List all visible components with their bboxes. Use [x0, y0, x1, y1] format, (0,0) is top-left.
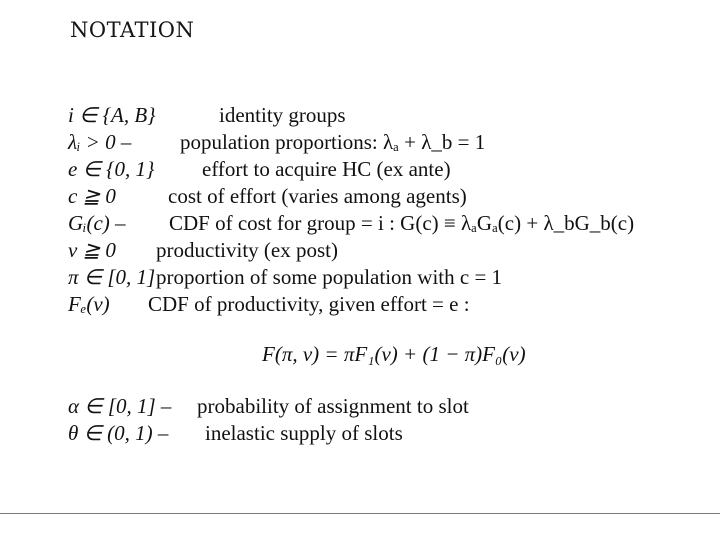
notation-symbol: λᵢ > 0 –: [68, 130, 132, 154]
notation-description: population proportions: λₐ + λ_b = 1: [180, 130, 486, 154]
notation-symbol: θ ∈ (0, 1) –: [68, 421, 169, 445]
notation-row: [68, 393, 708, 420]
slide-title: NOTATION: [70, 18, 195, 42]
notation-symbol: c ≧ 0: [68, 184, 116, 208]
notation-description: probability of assignment to slot: [197, 394, 469, 418]
notation-description: productivity (ex post): [156, 238, 338, 262]
notation-row: [68, 210, 708, 237]
notation-symbol: i ∈ {A, B}: [68, 103, 156, 127]
notation-symbol: Fₑ(v): [68, 292, 110, 316]
notation-symbol: π ∈ [0, 1]: [68, 265, 156, 289]
notation-description: identity groups: [219, 103, 346, 127]
notation-symbol: e ∈ {0, 1}: [68, 157, 155, 181]
notation-symbol: Gᵢ(c) –: [68, 211, 126, 235]
bottom-divider: [0, 513, 720, 514]
notation-row: [68, 291, 708, 318]
notation-row: [68, 264, 708, 291]
notation-symbol: α ∈ [0, 1] –: [68, 394, 172, 418]
notation-row: [68, 156, 708, 183]
notation-row: [68, 183, 708, 210]
productivity-cdf-formula: F(π, v) = πF₁(v) + (1 − π)F₀(v): [262, 342, 526, 366]
notation-description: proportion of some population with c = 1: [156, 265, 503, 289]
notation-row: [68, 102, 708, 129]
notation-row: [68, 129, 708, 156]
notation-description: inelastic supply of slots: [205, 421, 403, 445]
notation-description: effort to acquire HC (ex ante): [202, 157, 451, 181]
notation-symbol: v ≧ 0: [68, 238, 116, 262]
notation-list: [68, 102, 708, 318]
notation-row: [68, 420, 708, 447]
notation-row: [68, 237, 708, 264]
assignment-notation-list: [68, 393, 708, 447]
notation-description: CDF of cost for group = i : G(c) ≡ λₐGₐ(c) + λ_bG_b(c): [169, 211, 635, 235]
notation-description: CDF of productivity, given effort = e :: [148, 292, 470, 316]
notation-description: cost of effort (varies among agents): [168, 184, 467, 208]
